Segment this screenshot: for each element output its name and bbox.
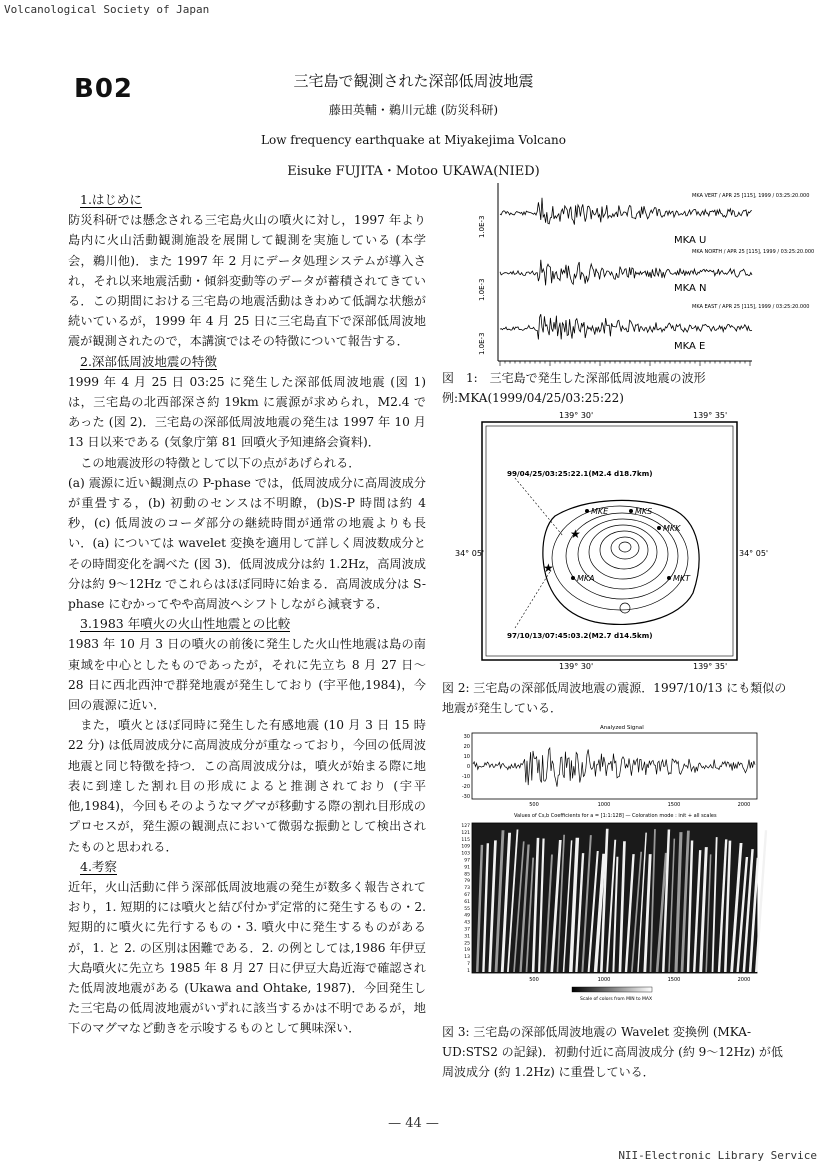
paragraph: また，噴火とほぼ同時に発生した有感地震 (10 月 3 日 15 時 22 分) は低周波成分に高周波成分が重なっており，今回の低周波地震と同じ特徴を持つ．この高周波成分は，噴火が始まる際に地表に到達した割れ目の形成によると推測されており (宇平他,1984)，今回もそのようなマグマが移動する際の割れ目形成のプロセスが，発生源の観測点において微弱な振動として検出されたものと思われる．: [68, 718, 426, 854]
tick-label: 13: [464, 955, 470, 961]
page-header: Volcanological Society of Japan: [4, 3, 210, 16]
station-marker: MKS: [635, 507, 653, 516]
tick-label: 30: [463, 734, 470, 740]
tick-label: 2000: [737, 977, 751, 983]
analyzed-signal-trace: [473, 748, 755, 787]
tick-label: 85: [464, 872, 470, 878]
contour-lines: [543, 500, 699, 624]
trace-header: MKA NORTH / APR 25 [115], 1999 / 03:25:20.000: [692, 249, 815, 255]
figure1-seismograms: [470, 183, 815, 368]
paper-code: B02: [74, 74, 133, 104]
tick-label: 127: [461, 824, 470, 829]
figure1-ylabel: 1.0E-3: [478, 278, 486, 301]
paragraph: 防災科研では懸念される三宅島火山の噴火に対し，1997 年より島内に火山活動観測施設を展開して観測を実施している (本学会，鵜川他)．また 1997 年 2 月にデータ処理システムが導入され，それ以来地震活動・傾斜変動等のデータが蓄積されてきている．この期間における三宅島の地震活動はきわめて低調な状態が続いているが，1999 年 4 月 25 日に三宅島直下で深部低周波地震が観測されたので，本講演ではその特徴について報告する．: [68, 213, 426, 349]
tick-label: 1000: [597, 977, 611, 983]
tick-label: 1500: [667, 802, 681, 808]
paragraph: 1983 年 10 月 3 日の噴火の前後に発生した火山性地震は島の南東域を中心としたものであったが，それに先立ち 8 月 27 日～28 日に西北西沖で群発地震が発生しており (宇平他,1984)，今回の震源に近い．: [68, 637, 426, 713]
tick-label: 1000: [597, 802, 611, 808]
trace-header: MKA VERT / APR 25 [115], 1999 / 03:25:20.000: [692, 193, 810, 199]
figure1-caption: 図 1: 三宅島で発生した深部低周波地震の波形例:MKA(1999/04/25/03:25:22): [442, 371, 706, 405]
tick-label: -30: [461, 794, 470, 800]
paragraph: (a) 震源に近い観測点の P-phase では，低周波成分に高周波成分が重畳する，(b) 初動のセンスは不明瞭，(b)S-P 時間は約 4 秒，(c) 低周波のコーダ部分の継続時間が通常の地震よりも長い．(a) については wavelet 変換を適用して詳しく周波数成分とその時間変化を調べた (図 3)．低周波成分は約 1.2Hz，高周波成分は約 9～12Hz でこれらはほぼ同時に始まる．高周波成分は S-phase にむかってやや高周波へシフトしながら減衰する．: [68, 475, 426, 612]
lat-label: 34° 05': [455, 549, 485, 558]
event-label: 99/04/25/03:25:22.1(M2.4 d18.7km): [507, 469, 653, 478]
tick-label: 43: [464, 920, 470, 926]
tick-label: 49: [464, 913, 470, 919]
lon-label: 139° 30': [559, 662, 594, 671]
figure1-ylabel: 1.0E-3: [478, 215, 486, 238]
tick-label: 73: [464, 886, 470, 892]
tick-label: 67: [464, 893, 470, 898]
lon-label: 139° 35': [693, 662, 728, 671]
tick-label: 2000: [737, 802, 751, 808]
station-marker: MKT: [673, 574, 691, 583]
figure3-caption: 図 3: 三宅島の深部低周波地震の Wavelet 変換例 (MKA-UD:STS2 の記録)．初動付近に高周波成分 (約 9～12Hz) が低周波成分 (約 1.2Hz) に重畳している．: [442, 1025, 783, 1079]
tick-label: 31: [464, 934, 470, 940]
tick-label: 1500: [667, 977, 681, 983]
trace-header: MKA EAST / APR 25 [115], 1999 / 03:25:20.000: [692, 304, 810, 310]
color-scale-bar: [572, 987, 652, 992]
station-marker: MKK: [663, 524, 681, 533]
figure1-ylabel: 1.0E-3: [478, 332, 486, 355]
paragraph: 近年，火山活動に伴う深部低周波地震の発生が数多く報告されており，1. 短期的には噴火と結び付かず定常的に発生するもの・2. 短期的に噴火に先行するもの・3. 噴火中に発生するものがあるが，1. と 2. の区別は困難である．2. の例としては,1986 年伊豆大島噴火に先立ち 1985 年 8 月 27 日に伊豆大島近海で確認された低周波地震がある (Ukawa and Ohtake, 1987)．今回発生した三宅島の低周波地震がいずれに該当するかは不明であるが，地下のマグマなど動きを示唆するものとして興味深い．: [68, 879, 426, 1036]
page-footer: NII-Electronic Library Service: [618, 1149, 817, 1162]
station-label: MKA E: [674, 341, 706, 352]
lon-label: 139° 35': [693, 411, 728, 420]
station-marker: MKA: [577, 574, 595, 583]
lon-label: 139° 30': [559, 411, 594, 420]
waveform-trace-u: [500, 198, 752, 225]
tick-label: 103: [461, 851, 470, 857]
event-label: 97/10/13/07:45:03.2(M2.7 d14.5km): [507, 631, 653, 640]
tick-label: 115: [461, 837, 470, 843]
figure3-mid-title: Values of Cs,b Coefficients for a = [1:1:128] — Coloration mode : init + all scales: [514, 813, 717, 819]
authors-ja: 藤田英輔・鵜川元雄 (防災科研): [328, 103, 499, 117]
section-heading: 4.考察: [80, 858, 117, 874]
section-heading: 1.はじめに: [80, 192, 142, 207]
tick-label: -20: [461, 784, 470, 790]
main-text-column: [68, 190, 426, 1039]
tick-label: 121: [461, 830, 470, 836]
title-ja: 三宅島で観測された深部低周波地震: [293, 72, 534, 90]
section-heading: 2.深部低周波地震の特徴: [80, 353, 217, 369]
tick-label: 500: [529, 977, 539, 983]
epicenter-star-icon: ★: [570, 527, 581, 541]
authors-en: Eisuke FUJITA・Motoo UKAWA(NIED): [287, 164, 540, 179]
figure3-top-title: Analyzed Signal: [600, 725, 644, 731]
tick-label: 109: [461, 844, 470, 850]
page-number: — 44 —: [388, 1116, 439, 1131]
station-marker: MKE: [591, 507, 609, 516]
tick-label: 20: [463, 744, 470, 750]
figure2-caption: 図 2: 三宅島の深部低周波地震の震源．1997/10/13 にも類似の地震が発生している．: [442, 681, 787, 715]
color-scale-label: Scale of colors from MIN to MAX: [580, 997, 653, 1002]
tick-label: 91: [464, 865, 470, 871]
tick-label: 97: [464, 858, 470, 864]
title-en: Low frequency earthquake at Miyakejima Volcano: [261, 133, 566, 147]
station-label: MKA U: [674, 235, 707, 246]
paragraph: 1999 年 4 月 25 日 03:25 に発生した深部低周波地震 (図 1) は，三宅島の北西部深さ約 19km に震源が求められ，M2.4 であった (図 2)．三宅島の深部低周波地震の発生は 1997 年 10 月 13 日以来である (気象庁第 81 回噴火予知連絡会資料)．: [68, 374, 426, 450]
figure3-wavelet: [452, 720, 772, 1005]
tick-label: 25: [464, 941, 470, 947]
tick-label: 55: [464, 906, 470, 912]
tick-label: 61: [464, 899, 470, 905]
waveform-trace-e: [500, 314, 752, 339]
tick-label: 500: [529, 802, 539, 808]
tick-label: -10: [461, 774, 470, 780]
figure2-map: [455, 408, 785, 673]
station-label: MKA N: [674, 283, 707, 294]
section-heading: 3.1983 年噴火の火山性地震との比較: [80, 616, 291, 632]
tick-label: 7: [467, 962, 470, 967]
paragraph: この地震波形の特徴として以下の点があげられる．: [80, 455, 361, 470]
tick-label: 0: [466, 764, 470, 770]
tick-label: 10: [463, 754, 470, 760]
tick-label: 37: [464, 927, 470, 933]
tick-label: 79: [464, 879, 470, 885]
lat-label: 34° 05': [739, 549, 769, 558]
waveform-trace-n: [500, 260, 752, 286]
epicenter-star-icon: ★: [543, 561, 554, 575]
tick-label: 1: [467, 968, 470, 974]
tick-label: 19: [464, 948, 470, 954]
